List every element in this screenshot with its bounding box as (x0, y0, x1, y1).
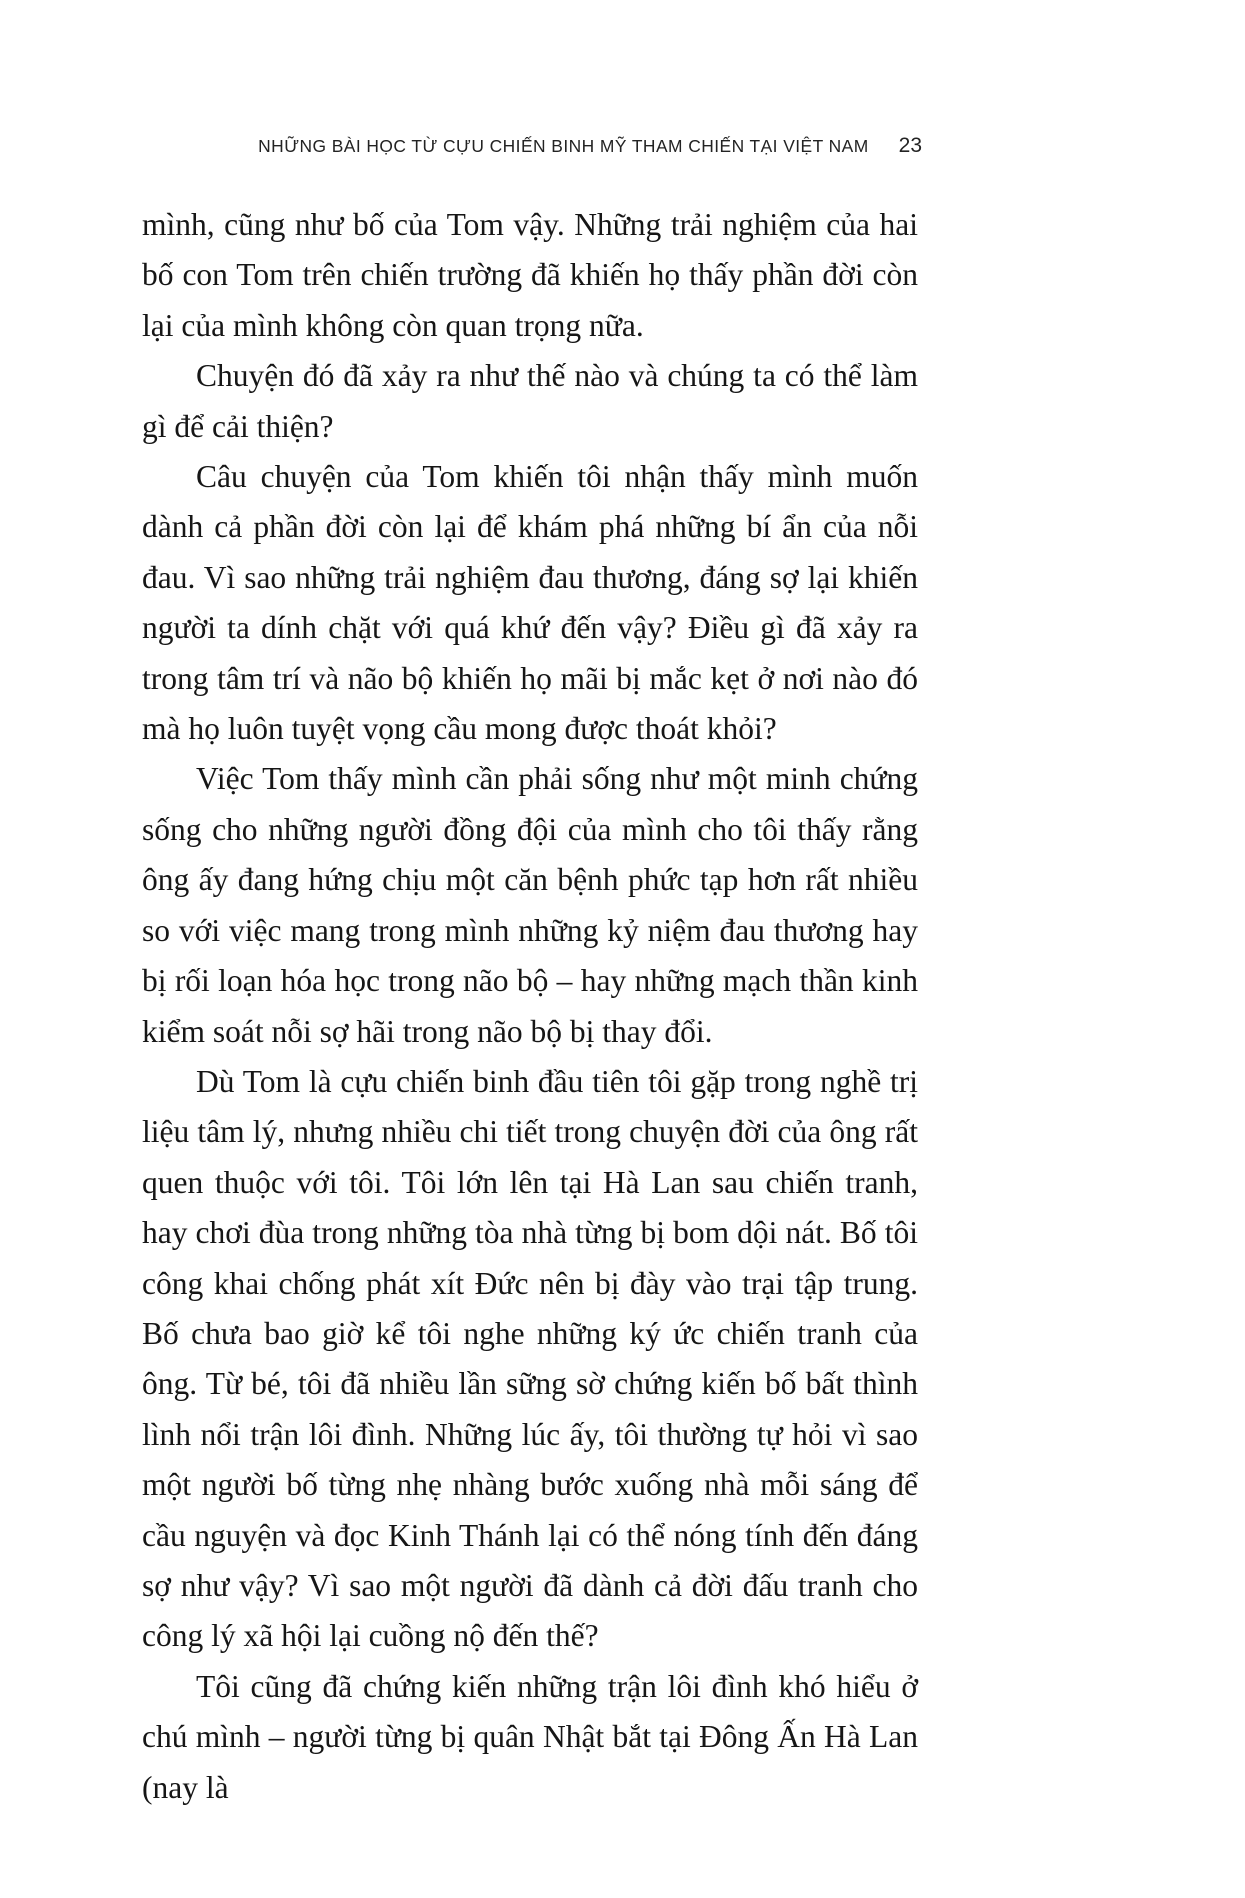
page-number: 23 (898, 134, 922, 157)
paragraph: Tôi cũng đã chứng kiến những trận lôi đình khó hiểu ở chú mình – người từng bị quân Nhật bắt tại Đông Ấn Hà Lan (nay là (142, 1668, 918, 1805)
body-text-block (142, 200, 918, 1813)
paragraph: Câu chuyện của Tom khiến tôi nhận thấy mình muốn dành cả phần đời còn lại để khám phá những bí ẩn của nỗi đau. Vì sao những trải nghiệm đau thương, đáng sợ lại khiến người ta dính chặt với quá khứ đến vậy? Điều gì đã xảy ra trong tâm trí và não bộ khiến họ mãi bị mắc kẹt ở nơi nào đó mà họ luôn tuyệt vọng cầu mong được thoát khỏi? (142, 459, 918, 747)
paragraph: Dù Tom là cựu chiến binh đầu tiên tôi gặp trong nghề trị liệu tâm lý, nhưng nhiều chi tiết trong chuyện đời của ông rất quen thuộc với tôi. Tôi lớn lên tại Hà Lan sau chiến tranh, hay chơi đùa trong những tòa nhà từng bị bom dội nát. Bố tôi công khai chống phát xít Đức nên bị đày vào trại tập trung. Bố chưa bao giờ kể tôi nghe những ký ức chiến tranh của ông. Từ bé, tôi đã nhiều lần sững sờ chứng kiến bố bất thình lình nổi trận lôi đình. Những lúc ấy, tôi thường tự hỏi vì sao một người bố từng nhẹ nhàng bước xuống nhà mỗi sáng để cầu nguyện và đọc Kinh Thánh lại có thể nóng tính đến đáng sợ như vậy? Vì sao một người đã dành cả đời đấu tranh cho công lý xã hội lại cuồng nộ đến thế? (142, 1063, 918, 1654)
paragraph: mình, cũng như bố của Tom vậy. Những trải nghiệm của hai bố con Tom trên chiến trường đã khiến họ thấy phần đời còn lại của mình không còn quan trọng nữa. (142, 207, 918, 343)
paragraph: Việc Tom thấy mình cần phải sống như một minh chứng sống cho những người đồng đội của mình cho tôi thấy rằng ông ấy đang hứng chịu một căn bệnh phức tạp hơn rất nhiều so với việc mang trong mình những kỷ niệm đau thương hay bị rối loạn hóa học trong não bộ – hay những mạch thần kinh kiểm soát nỗi sợ hãi trong não bộ bị thay đổi. (142, 761, 918, 1049)
running-head (142, 134, 922, 168)
running-head-title: NHỮNG BÀI HỌC TỪ CỰU CHIẾN BINH MỸ THAM CHIẾN TẠI VIỆT NAM (258, 136, 869, 156)
paragraph: Chuyện đó đã xảy ra như thế nào và chúng ta có thể làm gì để cải thiện? (142, 358, 918, 444)
